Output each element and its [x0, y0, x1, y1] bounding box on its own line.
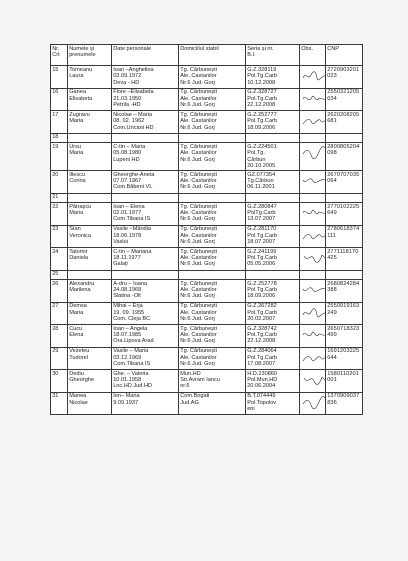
personal-data — [112, 270, 179, 280]
table-row — [51, 325, 363, 348]
table-row — [51, 280, 363, 303]
observations — [300, 66, 326, 89]
person-name: Cucu Elena — [68, 325, 112, 348]
registry-body — [51, 66, 363, 415]
person-name: Demsa Maria — [68, 302, 112, 325]
person-name: Ursu Maria — [68, 143, 112, 171]
row-number: 15 — [51, 66, 68, 89]
person-name: Tomeanu Laura — [68, 66, 112, 89]
cnp-value — [326, 270, 363, 280]
document-page — [50, 44, 362, 415]
row-number: 19 — [51, 143, 68, 171]
observations — [300, 111, 326, 134]
registry-table — [50, 44, 363, 415]
row-number: 30 — [51, 370, 68, 393]
handwritten-signature — [302, 283, 326, 297]
person-name — [68, 193, 112, 203]
person-name: Dediu Gheorghe — [68, 370, 112, 393]
person-name — [68, 270, 112, 280]
domicile: Tg. Cărbunești Ale. Castanilor Nr.6 Jud. Gorj — [179, 203, 246, 226]
row-number: 31 — [51, 392, 68, 415]
personal-data: Nicolae – Maria 08. 02. 1962 Com.Uricani HD — [112, 111, 179, 134]
observations — [300, 325, 326, 348]
header-id-document: Seria și nr. B.I. — [246, 45, 300, 66]
domicile: Tg. Cărbunești Ale. Castanilor Nr.6 Jud. Gorj — [179, 325, 246, 348]
id-document: G.Z.224501 Pol.Tg. Cărbun 20.10.2005 — [246, 143, 300, 171]
row-number: 20 — [51, 171, 68, 194]
observations — [300, 203, 326, 226]
personal-data: Vasile –Mândia 18.06.1978 Vaslui — [112, 225, 179, 248]
personal-data — [112, 193, 179, 203]
observations — [300, 248, 326, 271]
row-number: 16 — [51, 88, 68, 111]
domicile: Tg. Cărbunești Ale. Castanilor Nr.6 Jud. Gorj — [179, 302, 246, 325]
id-document: G.Z.252778 Pol.Tg.Carb 18.09.2006 — [246, 280, 300, 303]
observations — [300, 270, 326, 280]
id-document: G.Z.328727 Pol.Tg.Carb 22.12.2008 — [246, 88, 300, 111]
observations — [300, 171, 326, 194]
person-name: Alexandru Marilena — [68, 280, 112, 303]
id-document: G.Z.252777 Pol.Tg.Carb 18.09.2006 — [246, 111, 300, 134]
domicile: Tg. Cărbunești Ale. Castanilor Nr.6 Jud. Gorj — [179, 280, 246, 303]
person-name: Stan Veronica — [68, 225, 112, 248]
row-number: 21 — [51, 193, 68, 203]
table-row — [51, 133, 363, 143]
row-number: 18 — [51, 133, 68, 143]
domicile: Tg. Cărbunești Ale. Castanilor Nr.6 Jud. Gorj — [179, 347, 246, 370]
personal-data: C-tin – Mariana 18.11.1977 Galați — [112, 248, 179, 271]
person-name: Manea Nicolae — [68, 392, 112, 415]
cnp-value — [326, 133, 363, 143]
domicile: Tg. Cărbunești Ale. Castanilor Nr.6 Jud. Gorj — [179, 171, 246, 194]
handwritten-signature — [302, 306, 326, 320]
id-document: G.Z.284064 Pol.Tg.Carb 17.08.2007 — [246, 347, 300, 370]
cnp-value: 2650718323499 — [326, 325, 363, 348]
person-name — [68, 133, 112, 143]
handwritten-signature — [302, 351, 326, 365]
observations — [300, 302, 326, 325]
person-name: Tatomir Daniela — [68, 248, 112, 271]
domicile — [179, 193, 246, 203]
header-nr: Nr. Crt — [51, 45, 68, 66]
cnp-value: 2800805204098 — [326, 143, 363, 171]
domicile: Tg. Cărbunești Ale. Castanilor Nr.6 Jud. Gorj — [179, 88, 246, 111]
personal-data: A-dru – Ioana 24.08.1968 Slatina -Olt — [112, 280, 179, 303]
table-row — [51, 88, 363, 111]
table-row — [51, 143, 363, 171]
personal-data: Flore –Elisabeta 21.03.1950 Petrila -HD — [112, 88, 179, 111]
personal-data: Ghe. – Valeria 10.01.1958 Loc.HD.Jud.HD — [112, 370, 179, 393]
table-row — [51, 370, 363, 393]
person-name: Zugravu Maria — [68, 111, 112, 134]
id-document: G.Z.241199 Pol.Tg.Carb 05.05.2006 — [246, 248, 300, 271]
table-row — [51, 225, 363, 248]
cnp-value: 1691203225644 — [326, 347, 363, 370]
observations — [300, 280, 326, 303]
row-number: 23 — [51, 225, 68, 248]
handwritten-signature — [302, 251, 326, 265]
table-row — [51, 347, 363, 370]
personal-data: Mihai – Erja 19. 09. 1955 Com. Cleja BC — [112, 302, 179, 325]
personal-data: C-tin – Maria 05.08.1980 Lupeni HD — [112, 143, 179, 171]
cnp-value — [326, 193, 363, 203]
cnp-value: 2550919163249 — [326, 302, 363, 325]
id-document: H.D.230860 Pol.Mun.HD 20.06.2004 — [246, 370, 300, 393]
id-document: G.Z.328742 Pol.Tg.Carb 22.12.2008 — [246, 325, 300, 348]
cnp-value: 1580110201001 — [326, 370, 363, 393]
domicile — [179, 270, 246, 280]
id-document — [246, 193, 300, 203]
personal-data: Ioan –Anghelina 03.09.1972 Deva - HD — [112, 66, 179, 89]
person-name: Vezeteu Tudorel — [68, 347, 112, 370]
person-name: Ganea Elisabeta — [68, 88, 112, 111]
id-document — [246, 270, 300, 280]
cnp-value: 2550321205034 — [326, 88, 363, 111]
personal-data: Ion– Maria 9.09.1937 — [112, 392, 179, 415]
row-number: 22 — [51, 203, 68, 226]
domicile: Tg. Cărbunești Ale. Castanilor Nr.6 Jud. Gorj — [179, 111, 246, 134]
table-row — [51, 248, 363, 271]
id-document: G.Z.328119 Pol.Tg.Carb 10.12.2008 — [246, 66, 300, 89]
handwritten-signature — [302, 229, 326, 243]
handwritten-signature — [302, 114, 326, 128]
row-number: 26 — [51, 280, 68, 303]
handwritten-signature — [302, 206, 326, 220]
table-row — [51, 66, 363, 89]
observations — [300, 347, 326, 370]
cnp-value: 2680824284388 — [326, 280, 363, 303]
domicile: Mun.HD Str.Avram Iancu nr.6 — [179, 370, 246, 393]
header-domicile: Domiciliul stabil — [179, 45, 246, 66]
table-row — [51, 392, 363, 415]
row-number: 17 — [51, 111, 68, 134]
row-number: 25 — [51, 270, 68, 280]
id-document: B.T.074449 Pol.Topolov eni — [246, 392, 300, 415]
domicile: Tg. Cărbunești Ale. Castanilor Nr.6 Jud. Gorj — [179, 143, 246, 171]
cnp-value: 2771118170425 — [326, 248, 363, 271]
header-personal-data: Date personale — [112, 45, 179, 66]
observations — [300, 225, 326, 248]
cnp-value: 2620208205681 — [326, 111, 363, 134]
observations — [300, 88, 326, 111]
personal-data — [112, 133, 179, 143]
cnp-value: 1370909037836 — [326, 392, 363, 415]
header-row — [51, 45, 363, 66]
id-document: GZ.077354 Tg.Cărbun 06.11.2001 — [246, 171, 300, 194]
handwritten-signature — [302, 174, 326, 188]
cnp-value: 2770102225649 — [326, 203, 363, 226]
domicile — [179, 133, 246, 143]
handwritten-signature — [302, 373, 326, 387]
observations — [300, 143, 326, 171]
id-document: G.Z.281170 Pol.Tg.Carb 18.07.2007 — [246, 225, 300, 248]
row-number: 24 — [51, 248, 68, 271]
id-document — [246, 133, 300, 143]
person-name: Pătrașcu Maria — [68, 203, 112, 226]
table-row — [51, 270, 363, 280]
observations — [300, 392, 326, 415]
row-number: 29 — [51, 347, 68, 370]
row-number: 28 — [51, 325, 68, 348]
handwritten-signature — [302, 146, 326, 160]
handwritten-signature — [302, 396, 326, 410]
id-document: G.Z.280847 PolTg.Carb 13.07.2007 — [246, 203, 300, 226]
domicile: Tg. Cărbunești Ale. Castanilor Nr.6 Jud. Gorj — [179, 225, 246, 248]
handwritten-signature — [302, 328, 326, 342]
table-row — [51, 203, 363, 226]
cnp-value: 2780618374111 — [326, 225, 363, 248]
observations — [300, 370, 326, 393]
cnp-value: 2720903201023 — [326, 66, 363, 89]
table-row — [51, 193, 363, 203]
table-row — [51, 111, 363, 134]
header-cnp: CNP — [326, 45, 363, 66]
id-document: G.Z.267282 Pol.Tg.Carb 20.02.2007 — [246, 302, 300, 325]
domicile: Com.Bogati Jud.AG — [179, 392, 246, 415]
person-name: Illescu Corina — [68, 171, 112, 194]
handwritten-signature — [302, 69, 326, 83]
personal-data: Ioan – Elena 02.01.1977 Com.Tibana IS — [112, 203, 179, 226]
row-number: 27 — [51, 302, 68, 325]
header-name: Numele și prenumele — [68, 45, 112, 66]
header-observations: Obs. — [300, 45, 326, 66]
domicile: Tg. Cărbunești Ale. Castanilor Nr.6 Jud. Gorj — [179, 66, 246, 89]
handwritten-signature — [302, 92, 326, 106]
cnp-value: 2670707035064 — [326, 171, 363, 194]
personal-data: Vasile – Maria 03.12.1969 Com.Tibana IS — [112, 347, 179, 370]
table-row — [51, 171, 363, 194]
personal-data: Ioan – Angela 18.07.1985 Ora.Lipova Arad — [112, 325, 179, 348]
personal-data: Gheorghe-Aneta 07.07.1967 Com.Băbeni VL — [112, 171, 179, 194]
table-row — [51, 302, 363, 325]
observations — [300, 133, 326, 143]
observations — [300, 193, 326, 203]
domicile: Tg. Cărbunești Ale. Castanilor Nr.6 Jud. Gorj — [179, 248, 246, 271]
